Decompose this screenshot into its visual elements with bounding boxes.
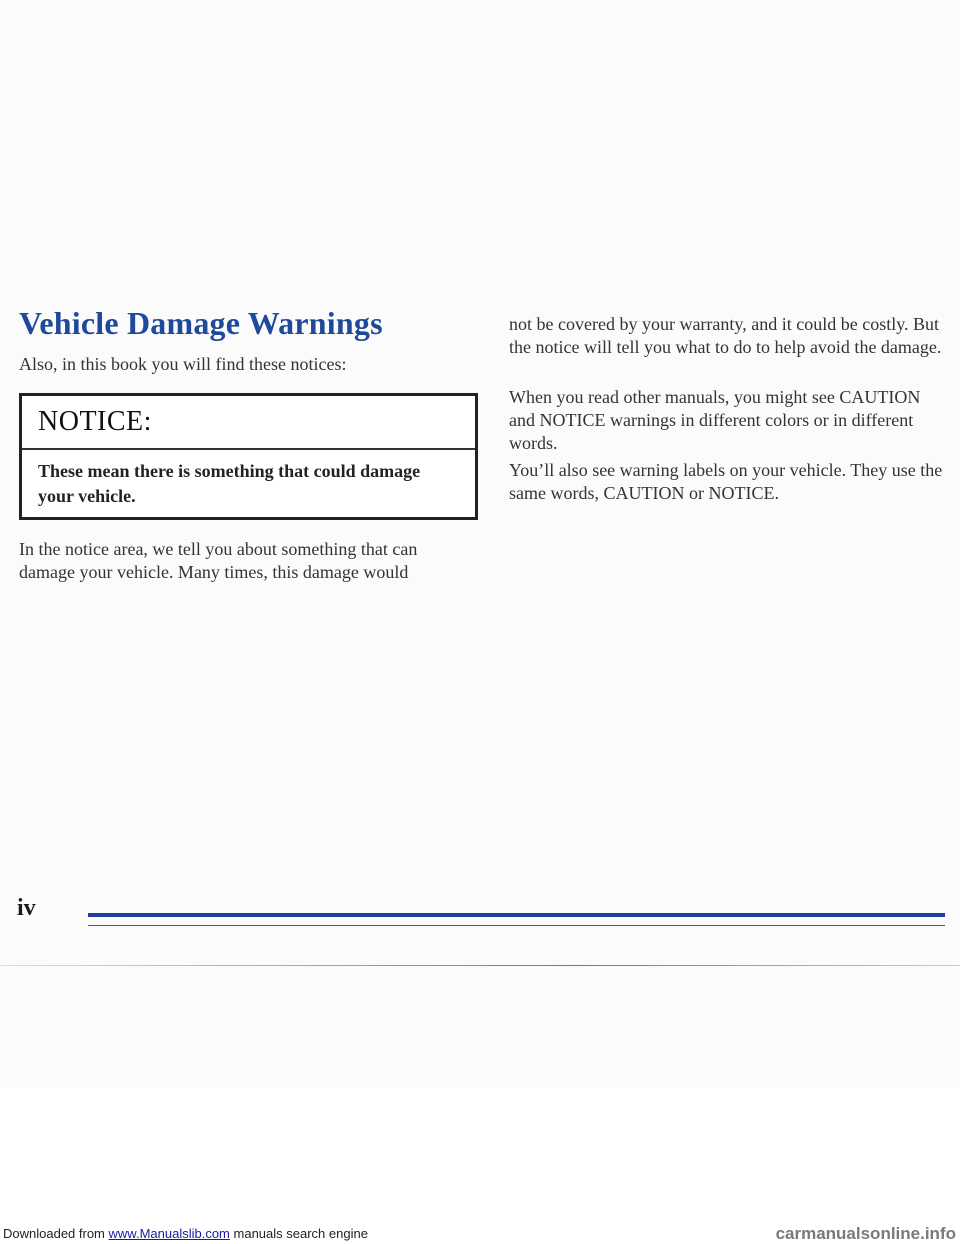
notice-header xyxy=(22,396,475,450)
notice-text: These mean there is something that could damage your vehicle. xyxy=(38,461,421,506)
footer-rule-thick xyxy=(88,913,945,917)
right-paragraph-2: When you read other manuals, you might see CAUTION and NOTICE warnings in different colors or in different words. xyxy=(509,387,921,453)
right-paragraph-3: You’ll also see warning labels on your vehicle. They use the same words, CAUTION or NOTICE. xyxy=(509,460,943,503)
notice-label: NOTICE: xyxy=(38,406,152,437)
page-heading: Vehicle Damage Warnings xyxy=(19,305,383,341)
footer-rule-thin xyxy=(88,925,945,926)
watermark-text: carmanualsonline.info xyxy=(775,1224,956,1243)
intro-paragraph: Also, in this book you will find these notices: xyxy=(19,354,347,374)
right-paragraph-1: not be covered by your warranty, and it could be costly. But the notice will tell you what to do to help avoid the damage. xyxy=(509,314,942,357)
download-footer xyxy=(0,1226,960,1242)
footer-left xyxy=(3,1226,368,1241)
page-number: iv xyxy=(17,895,36,921)
footer-prefix: Downloaded from xyxy=(3,1226,105,1241)
manualslib-link[interactable]: www.Manualslib.com xyxy=(108,1226,230,1241)
scan-artifact-line xyxy=(0,965,960,966)
footer-suffix: manuals search engine xyxy=(233,1226,368,1241)
left-paragraph: In the notice area, we tell you about something that can damage your vehicle. Many times, this damage would xyxy=(19,539,418,582)
notice-box xyxy=(19,393,478,520)
